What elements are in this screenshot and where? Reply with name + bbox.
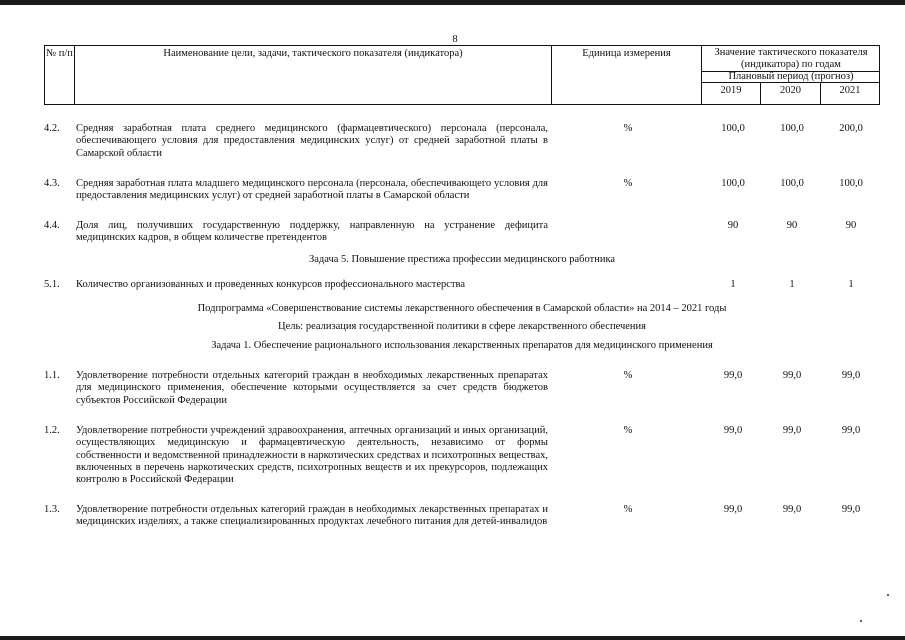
table-header [44, 45, 880, 105]
row-unit: % [623, 425, 633, 436]
row-value-2021: 100,0 [839, 178, 863, 189]
row-value-2021: 99,0 [841, 425, 861, 436]
subprogram-heading: Подпрограмма «Совершенствование системы лекарственного обеспечения в Самарской области» на 2014 – 2021 годы [197, 303, 727, 314]
goal-heading: Цель: реализация государственной политики в сфере лекарственного обеспечения [278, 321, 646, 332]
row-name: Средняя заработная плата среднего медицинского (фармацевтического) персонала (персонала, обеспечивающего условия для предоставления медицинских услуг) от средней заработной платы в Самарской области [76, 123, 548, 159]
row-value-2020: 90 [786, 220, 798, 231]
header-year-2020: 2020 [780, 85, 801, 96]
scan-speck [860, 620, 862, 622]
header-col-num: № п/п [46, 48, 73, 59]
row-value-2019: 99,0 [723, 370, 743, 381]
row-value-2019: 100,0 [721, 178, 745, 189]
row-number: 1.2. [44, 425, 60, 436]
row-name: Удовлетворение потребности отдельных категорий граждан в необходимых лекарственных препаратах и медицинских изделиях, а также специализированных продуктах лечебного питания для детей-инвалидов [76, 504, 548, 528]
row-number: 4.4. [44, 220, 60, 231]
row-unit: % [623, 370, 633, 381]
header-planned-period: Плановый период (прогноз) [728, 71, 854, 82]
header-divider-num [74, 45, 75, 105]
row-value-2021: 99,0 [841, 370, 861, 381]
scan-edge-bottom [0, 636, 905, 640]
row-value-2020: 99,0 [782, 425, 802, 436]
row-number: 4.2. [44, 123, 60, 134]
header-col-name: Наименование цели, задачи, тактического показателя (индикатора) [163, 48, 463, 59]
row-number: 5.1. [44, 279, 60, 290]
row-value-2020: 100,0 [780, 123, 804, 134]
task-1-heading: Задача 1. Обеспечение рационального использования лекарственных препаратов для медицинского применения [211, 340, 713, 351]
row-number: 1.3. [44, 504, 60, 515]
row-name: Средняя заработная плата младшего медицинского персонала (персонала, обеспечивающего условия для предоставления медицинских услуг) от средней заработной платы в Самарской области [76, 178, 548, 202]
row-value-2020: 99,0 [782, 370, 802, 381]
row-value-2021: 1 [848, 279, 854, 290]
row-value-2020: 99,0 [782, 504, 802, 515]
header-col-unit: Единица измерения [582, 48, 671, 59]
row-value-2019: 99,0 [723, 425, 743, 436]
row-name: Количество организованных и проведенных конкурсов профессионального мастерства [76, 279, 466, 290]
header-border-top [44, 45, 880, 46]
task-5-heading: Задача 5. Повышение престижа профессии медицинского работника [308, 254, 616, 265]
row-value-2019: 1 [730, 279, 736, 290]
row-number: 4.3. [44, 178, 60, 189]
scan-speck [887, 594, 889, 596]
header-border-left [44, 45, 45, 105]
row-value-2020: 100,0 [780, 178, 804, 189]
page-number: 8 [452, 34, 458, 45]
row-value-2019: 90 [727, 220, 739, 231]
row-number: 1.1. [44, 370, 60, 381]
row-value-2019: 99,0 [723, 504, 743, 515]
header-year-2021: 2021 [839, 85, 861, 96]
row-value-2021: 99,0 [841, 504, 861, 515]
row-value-2021: 200,0 [839, 123, 863, 134]
row-unit: % [623, 123, 633, 134]
header-border-bottom [44, 104, 880, 105]
header-divider-name [551, 45, 552, 105]
row-unit: % [623, 178, 633, 189]
row-name: Удовлетворение потребности отдельных категорий граждан в необходимых лекарственных препаратах для медицинского применения, обеспечение которыми осуществляется за счет средств бюджетов субъектов Российской Федерации [76, 370, 548, 406]
header-border-right [879, 45, 880, 105]
row-value-2019: 100,0 [721, 123, 745, 134]
row-unit: % [623, 504, 633, 515]
row-name: Доля лиц, получивших государственную поддержку, направленную на устранение дефицита медицинских кадров, в общем количестве претендентов [76, 220, 548, 244]
row-value-2020: 1 [789, 279, 795, 290]
row-value-2021: 90 [845, 220, 857, 231]
scan-edge-top [0, 0, 905, 5]
row-name: Удовлетворение потребности учреждений здравоохранения, аптечных организаций и иных организаций, осуществляющих медицинскую и фармацевтическую деятельность, независимо от формы собственности и ведомственной принадлежности в наркотических средствах и психотропных веществах, включенных в перечень наркотических средств, психотропных веществ и их прекурсоров, подлежащих контролю в Российской Федерации [76, 425, 548, 486]
header-year-2019: 2019 [720, 85, 742, 96]
header-col-value: Значение тактического показателя (индикатора) по годам [714, 47, 868, 70]
